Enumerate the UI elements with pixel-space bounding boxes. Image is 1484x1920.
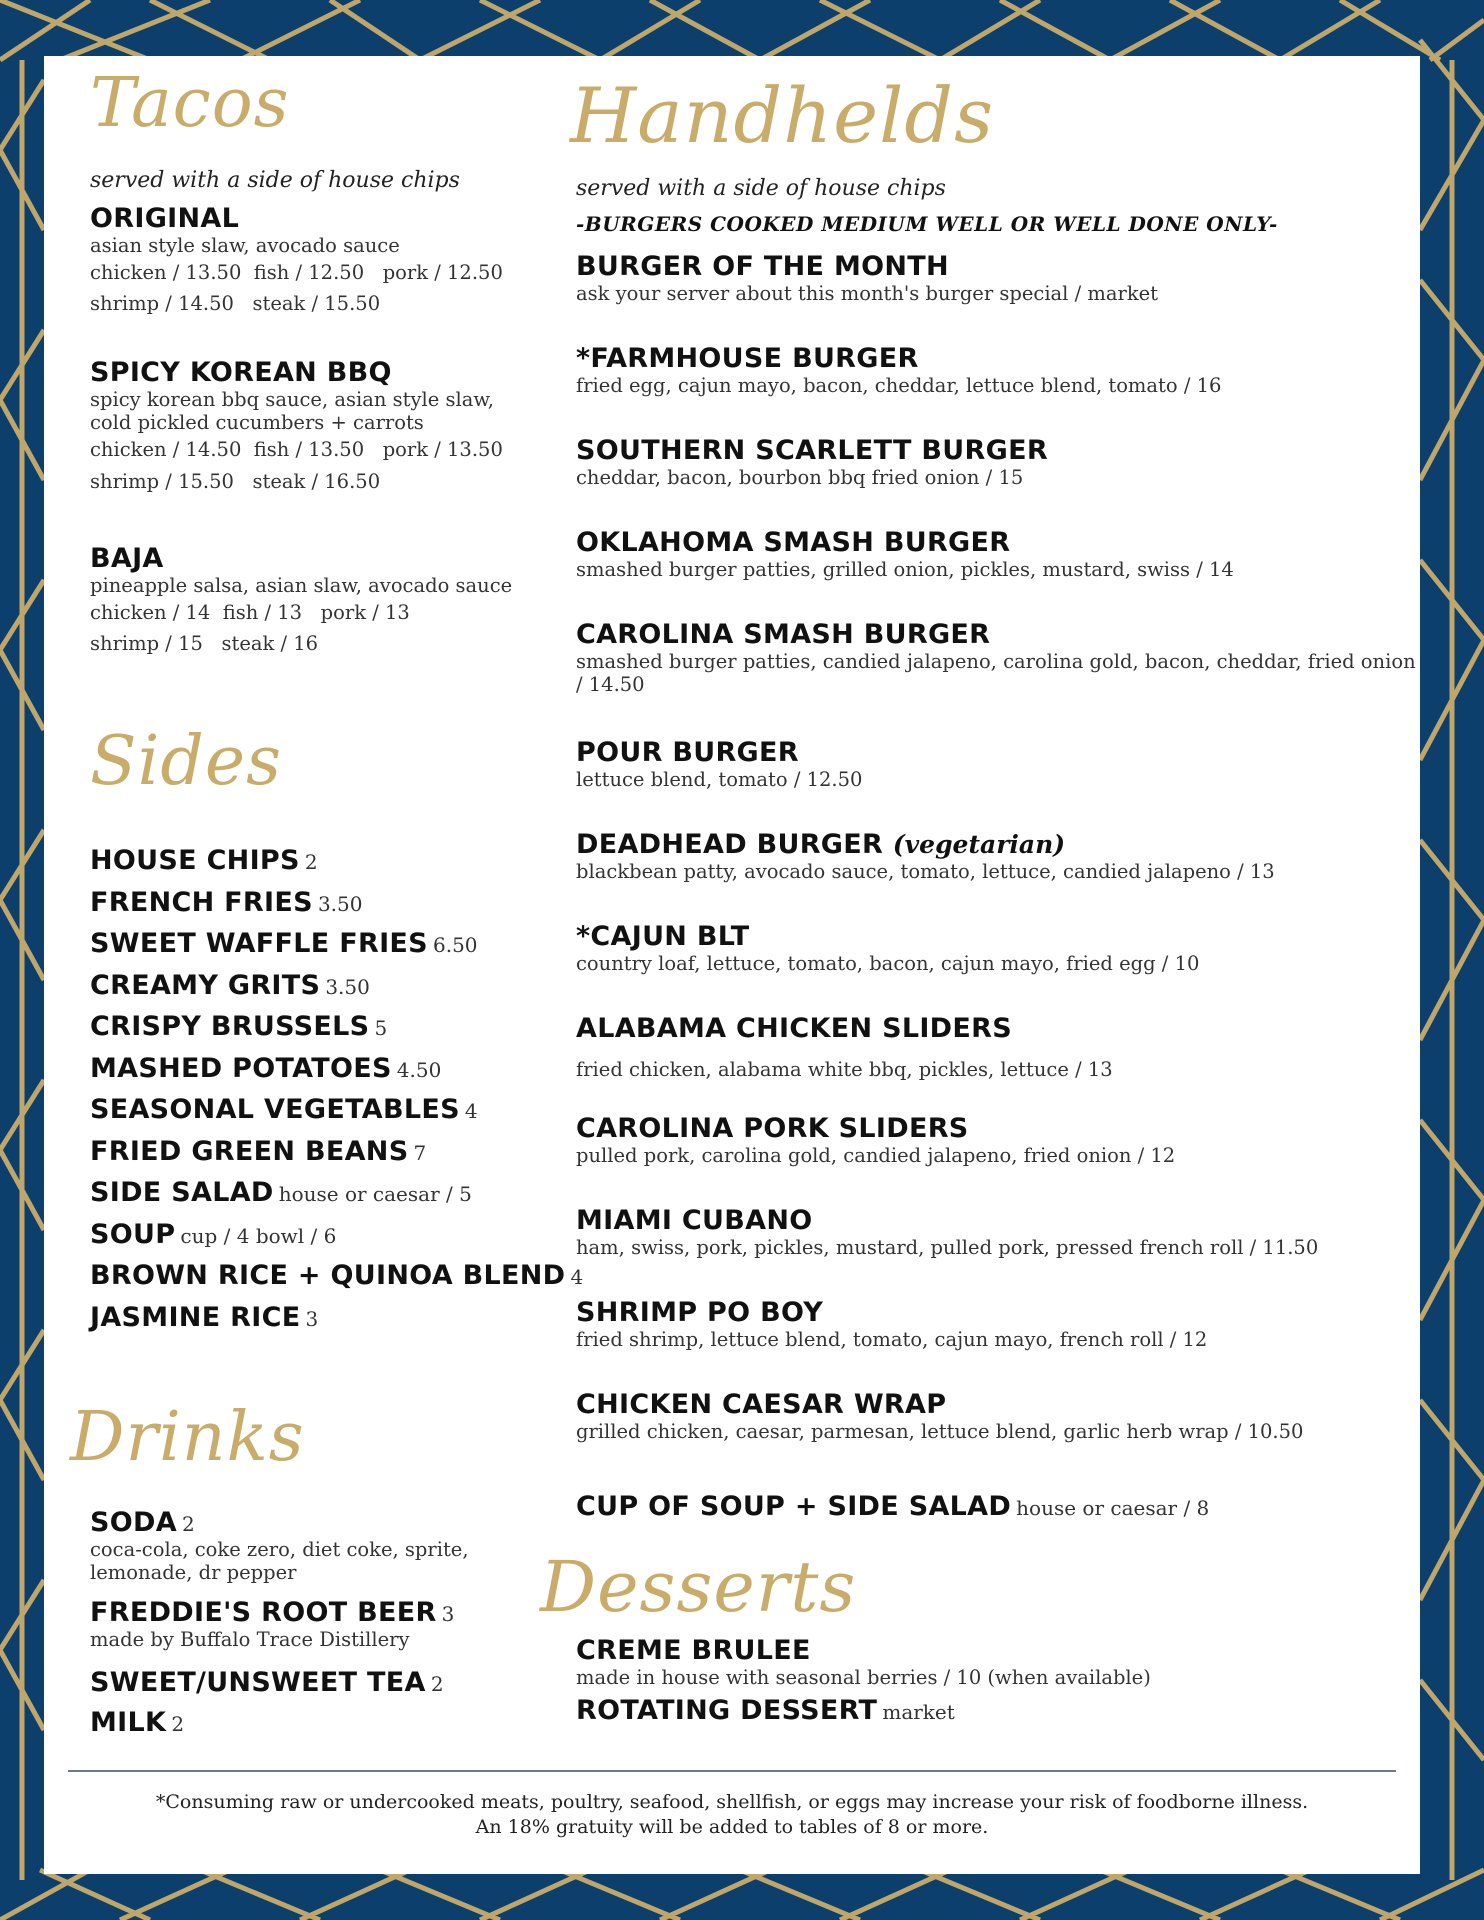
- menu-item-dessert: [576, 1636, 1416, 1689]
- menu-item-handheld: [576, 738, 1416, 791]
- item-prices: shrimp / 15.50 steak / 16.50: [90, 469, 381, 493]
- menu-item-side: [90, 1220, 336, 1250]
- item-row: [90, 1708, 520, 1738]
- menu-item-drink: [90, 1668, 520, 1698]
- item-name: ALABAMA CHICKEN SLIDERS: [576, 1013, 1012, 1044]
- menu-item-handheld: [576, 1206, 1416, 1259]
- item-price: 3.50: [325, 974, 370, 999]
- item-prices: chicken / 13.50 fish / 12.50 pork / 12.50: [90, 261, 503, 285]
- item-price: 2: [182, 1512, 195, 1536]
- item-row: [576, 528, 1416, 558]
- item-description: coca-cola, coke zero, diet coke, sprite, lemonade, dr pepper: [90, 1537, 469, 1585]
- menu-item-side: [90, 929, 478, 959]
- item-name: BURGER OF THE MONTH: [576, 251, 949, 282]
- handhelds-subtitle: served with a side of house chips: [576, 176, 946, 201]
- item-row: [576, 1206, 1416, 1236]
- menu-item-dessert: [576, 1696, 1416, 1726]
- item-row: [576, 830, 1416, 860]
- item-name: SOUTHERN SCARLETT BURGER: [576, 435, 1048, 466]
- item-description: smashed burger patties, candied jalapeno, carolina gold, bacon, cheddar, fried onion / 14.50: [576, 649, 1416, 697]
- item-name: JASMINE RICE: [90, 1301, 301, 1333]
- item-price: 7: [413, 1140, 427, 1165]
- item-name: CREAMY GRITS: [90, 969, 321, 1001]
- item-price: 4: [464, 1099, 478, 1123]
- menu-item-side: [90, 1178, 472, 1208]
- menu-item-handheld: [576, 1390, 1416, 1443]
- item-description: ham, swiss, pork, pickles, mustard, pulled pork, pressed french roll / 11.50: [576, 1235, 1319, 1259]
- item-name: BROWN RICE + QUINOA BLEND: [90, 1260, 566, 1291]
- item-row: [576, 1114, 1416, 1144]
- item-row: [576, 1298, 1416, 1328]
- menu-item-side: [90, 971, 370, 1001]
- footer: [44, 1790, 1420, 1839]
- footer-divider: [68, 1770, 1396, 1772]
- item-name: MIAMI CUBANO: [576, 1205, 813, 1236]
- item-name: FREDDIE'S ROOT BEER: [90, 1597, 437, 1628]
- item-price: market: [882, 1700, 955, 1724]
- menu-item-side: [90, 888, 362, 918]
- item-price: 3.50: [317, 891, 363, 916]
- item-row: [576, 1014, 1416, 1044]
- menu-item-handheld: [576, 344, 1416, 397]
- item-name: SODA: [90, 1507, 177, 1538]
- item-row: [576, 1696, 1416, 1726]
- item-name: HOUSE CHIPS: [90, 845, 300, 876]
- menu-item-drink: [90, 1508, 520, 1584]
- item-description: blackbean patty, avocado sauce, tomato, lettuce, candied jalapeno / 13: [576, 859, 1275, 883]
- footer-gratuity: An 18% gratuity will be added to tables of 8 or more.: [475, 1815, 989, 1838]
- menu-item-handheld: [576, 830, 1416, 883]
- menu-item-side: [90, 1054, 441, 1084]
- menu-item-drink: [90, 1598, 520, 1651]
- item-price: 2: [430, 1672, 444, 1696]
- burger-cooking-note: -BURGERS COOKED MEDIUM WELL OR WELL DONE ONLY-: [576, 212, 1278, 236]
- menu-item-drink: [90, 1708, 520, 1738]
- menu-item-taco: [90, 358, 610, 497]
- item-description: made in house with seasonal berries / 10 (when available): [576, 1665, 1151, 1689]
- item-name: CRISPY BRUSSELS: [90, 1011, 370, 1042]
- item-description: country loaf, lettuce, tomato, bacon, cajun mayo, fried egg / 10: [576, 951, 1200, 975]
- item-row: [90, 1598, 520, 1628]
- item-row: [576, 738, 1416, 768]
- item-name: OKLAHOMA SMASH BURGER: [576, 527, 1011, 558]
- item-prices: chicken / 14 fish / 13 pork / 13: [90, 601, 410, 625]
- item-row: [576, 620, 1416, 650]
- item-row: [576, 1636, 1416, 1666]
- item-name: SHRIMP PO BOY: [576, 1297, 824, 1328]
- item-row: [576, 922, 1416, 952]
- menu-item-handheld: [576, 1298, 1416, 1351]
- menu-item-handheld: [576, 436, 1416, 489]
- item-row: [90, 1508, 520, 1538]
- menu-item-side: [90, 1261, 583, 1291]
- handhelds-heading: Handhelds: [570, 71, 995, 160]
- item-prices: chicken / 14.50 fish / 13.50 pork / 13.50: [90, 438, 503, 462]
- item-name: MILK: [90, 1707, 167, 1738]
- item-price: 2: [171, 1712, 185, 1736]
- item-row: [576, 252, 1416, 282]
- item-prices: shrimp / 14.50 steak / 15.50: [90, 292, 381, 316]
- item-name: *FARMHOUSE BURGER: [576, 343, 919, 374]
- menu-item-side: [90, 1012, 387, 1042]
- footer-warning: *Consuming raw or undercooked meats, poultry, seafood, shellfish, or eggs may increase your risk of foodborne illness.: [155, 1791, 1309, 1813]
- item-name: BAJA: [90, 543, 164, 574]
- item-description: made by Buffalo Trace Distillery: [90, 1627, 410, 1651]
- item-row: [576, 1390, 1416, 1420]
- item-name: SEASONAL VEGETABLES: [90, 1094, 460, 1125]
- item-price: 4: [570, 1265, 584, 1289]
- item-price: 3: [305, 1306, 319, 1331]
- item-name: CAROLINA PORK SLIDERS: [576, 1113, 969, 1144]
- tacos-subtitle: served with a side of house chips: [90, 168, 460, 193]
- item-description: grilled chicken, caesar, parmesan, lettuce blend, garlic herb wrap / 10.50: [576, 1419, 1304, 1443]
- drinks-heading: Drinks: [70, 1398, 305, 1477]
- item-name: CHICKEN CAESAR WRAP: [576, 1389, 947, 1420]
- desserts-heading: Desserts: [540, 1546, 857, 1628]
- item-row: [90, 1668, 520, 1698]
- item-name: SWEET/UNSWEET TEA: [90, 1667, 426, 1698]
- item-name: SPICY KOREAN BBQ: [90, 357, 392, 388]
- item-name: CUP OF SOUP + SIDE SALAD: [576, 1491, 1012, 1522]
- item-name: SOUP: [90, 1218, 176, 1250]
- item-description: ask your server about this month's burger special / market: [576, 281, 1159, 305]
- menu-item-taco: [90, 544, 610, 659]
- item-description: pulled pork, carolina gold, candied jalapeno, fried onion / 12: [576, 1143, 1176, 1167]
- item-name: POUR BURGER: [576, 737, 799, 768]
- item-name: *CAJUN BLT: [576, 921, 750, 952]
- menu-item-taco: [90, 204, 610, 319]
- item-description: cheddar, bacon, bourbon bbq fried onion / 15: [576, 465, 1024, 489]
- item-name: ROTATING DESSERT: [576, 1695, 878, 1726]
- item-name: FRIED GREEN BEANS: [90, 1135, 409, 1167]
- item-price: 3: [441, 1602, 455, 1626]
- item-name: SIDE SALAD: [90, 1177, 274, 1208]
- item-price: 5: [374, 1016, 388, 1040]
- menu-item-soup-salad: [576, 1492, 1416, 1522]
- menu-item-side: [90, 1137, 426, 1167]
- menu-item-handheld: [576, 252, 1416, 305]
- item-description: fried chicken, alabama white bbq, pickles, lettuce / 13: [576, 1057, 1113, 1081]
- item-price: 4.50: [396, 1057, 442, 1082]
- menu-item-handheld: [576, 1014, 1416, 1081]
- item-name: CREME BRULEE: [576, 1635, 811, 1666]
- menu-item-handheld: [576, 528, 1416, 581]
- item-prices: shrimp / 15 steak / 16: [90, 632, 319, 656]
- item-row: [576, 344, 1416, 374]
- item-price: 2: [304, 850, 318, 874]
- menu-item-handheld: [576, 620, 1416, 696]
- item-description: lettuce blend, tomato / 12.50: [576, 767, 863, 791]
- item-price: house or caesar / 8: [1016, 1496, 1210, 1520]
- item-row: [576, 436, 1416, 466]
- item-name: ORIGINAL: [90, 203, 240, 234]
- menu-item-handheld: [576, 922, 1416, 975]
- item-name: MASHED POTATOES: [90, 1052, 392, 1084]
- menu-item-handheld: [576, 1114, 1416, 1167]
- tacos-heading: Tacos: [90, 64, 290, 143]
- sides-heading: Sides: [90, 722, 282, 801]
- item-price: cup / 4 bowl / 6: [180, 1223, 337, 1248]
- item-name: FRENCH FRIES: [90, 886, 313, 918]
- item-description: smashed burger patties, grilled onion, pickles, mustard, swiss / 14: [576, 557, 1234, 581]
- menu-item-side: [90, 1095, 478, 1125]
- menu-item-side: [90, 846, 318, 876]
- item-name: CAROLINA SMASH BURGER: [576, 619, 991, 650]
- item-description: asian style slaw, avocado sauce: [90, 233, 400, 257]
- menu-item-side: [90, 1303, 318, 1333]
- item-description: fried egg, cajun mayo, bacon, cheddar, lettuce blend, tomato / 16: [576, 373, 1222, 397]
- item-description: spicy korean bbq sauce, asian style slaw, cold pickled cucumbers + carrots: [90, 387, 494, 435]
- item-name: SWEET WAFFLE FRIES: [90, 928, 428, 959]
- item-name: DEADHEAD BURGER: [576, 829, 884, 860]
- menu-card: [44, 56, 1420, 1874]
- item-price: house or caesar / 5: [278, 1182, 472, 1206]
- item-description: pineapple salsa, asian slaw, avocado sauce: [90, 573, 513, 597]
- item-price: 6.50: [433, 933, 478, 957]
- item-tag: (vegetarian): [892, 830, 1066, 859]
- item-description: fried shrimp, lettuce blend, tomato, cajun mayo, french roll / 12: [576, 1327, 1208, 1351]
